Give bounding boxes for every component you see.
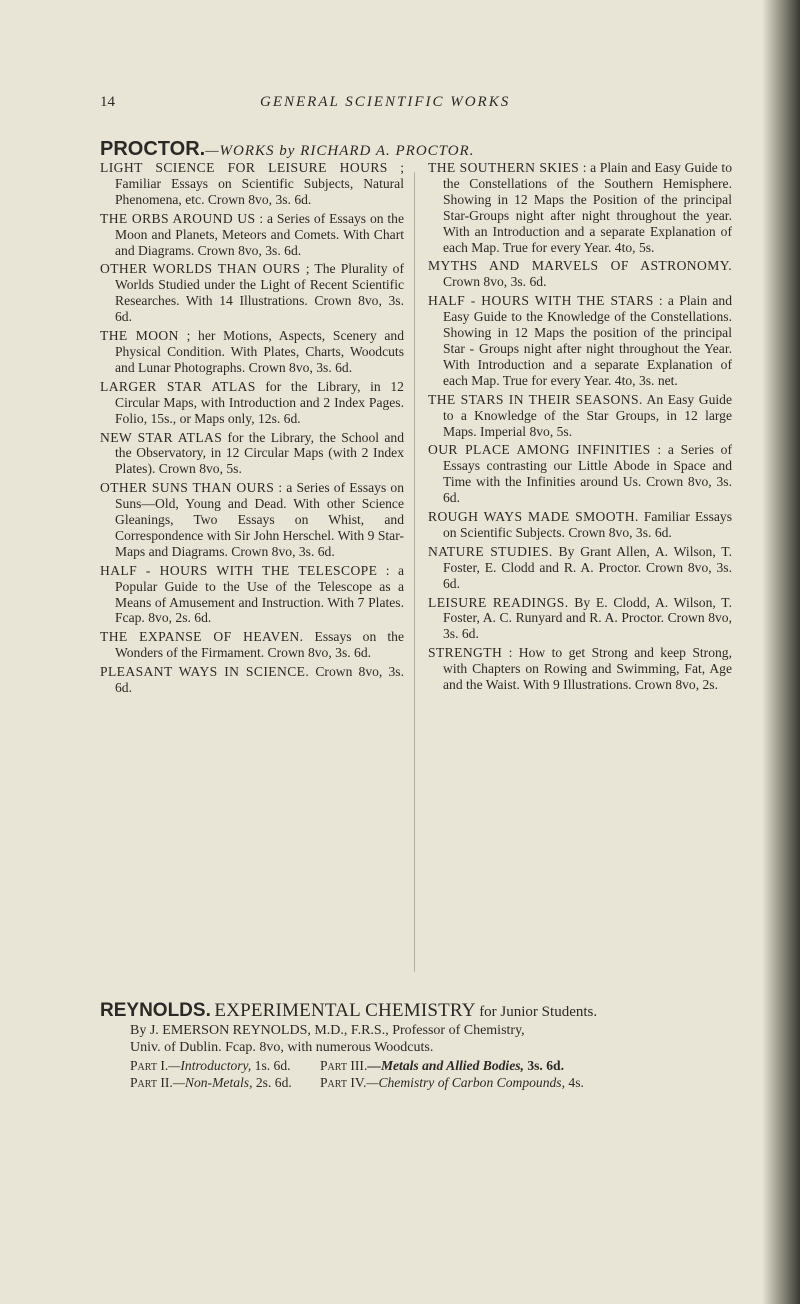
book-description: Crown 8vo, 3s. 6d. <box>443 274 547 290</box>
book-entry <box>100 430 404 478</box>
running-title: GENERAL SCIENTIFIC WORKS <box>260 94 511 110</box>
part-label: Part IV. <box>320 1075 367 1090</box>
part-price: 4s. <box>565 1075 584 1090</box>
part-item <box>130 1074 320 1092</box>
book-title: OTHER SUNS THAN OURS <box>100 480 275 496</box>
proctor-author: PROCTOR. <box>100 138 206 160</box>
book-title: NATURE STUDIES. <box>428 543 553 559</box>
book-entry <box>100 328 404 376</box>
book-title: HALF - HOURS WITH THE STARS <box>428 293 654 309</box>
book-title: LIGHT SCIENCE FOR LEISURE HOURS <box>100 160 388 175</box>
book-entry <box>428 160 732 255</box>
part-title: —Metals and Allied Bodies, <box>367 1057 524 1073</box>
book-description: ; her Motions, Aspects, Scenery and Physical Condition. With Plates, Charts, Woodcuts and Lunar Photographs. Crown 8vo, 3s. 6d. <box>115 328 405 375</box>
book-entry <box>428 544 732 592</box>
book-title: THE STARS IN THEIR SEASONS. <box>428 391 643 407</box>
book-entry <box>100 480 404 560</box>
book-title: OTHER WORLDS THAN OURS <box>100 261 301 277</box>
book-description: ; The Plurality of Worlds Studied under the Light of Recent Scientific Researches. With 14 Illustrations. Crown 8vo, 3s. 6d. <box>115 261 404 325</box>
part-price: 2s. 6d. <box>252 1075 292 1090</box>
book-entry <box>100 563 404 627</box>
proctor-byline: —WORKS by RICHARD A. PROCTOR. <box>205 143 475 159</box>
book-description: Familiar Essays on Scientific Subjects. Crown 8vo, 3s. 6d. <box>443 509 732 540</box>
book-title: MYTHS AND MARVELS OF ASTRONOMY. <box>428 258 732 274</box>
book-entry <box>100 160 404 208</box>
book-description: : a Plain and Easy Guide to the Constellations of the Southern Hemisphere. Showing in 12 Maps the Position of the principal Star-Groups night after night throughout the year. With an Introduction and a separate Explanation of each Map. True for every Year. 4to, 5s. <box>443 160 732 255</box>
part-item <box>320 1074 790 1092</box>
book-entry <box>428 258 732 290</box>
book-description: Essays on the Wonders of the Firmament. Crown 8vo, 3s. 6d. <box>115 629 404 661</box>
part-title: —Introductory, <box>168 1057 252 1073</box>
reynolds-author-line: By J. EMERSON REYNOLDS, M.D., F.R.S., Professor of Chemistry, <box>130 1022 525 1038</box>
reynolds-entry <box>100 1002 790 1092</box>
part-item <box>130 1057 320 1075</box>
book-title: OUR PLACE AMONG INFINITIES <box>428 442 651 458</box>
reynolds-subtitle: for Junior Students. <box>479 1004 598 1020</box>
book-entry <box>428 293 732 388</box>
part-price: 1s. 6d. <box>251 1057 291 1073</box>
part-label: Part I. <box>130 1057 169 1073</box>
proctor-heading <box>100 138 780 161</box>
book-title: HALF - HOURS WITH THE TELESCOPE <box>100 562 378 578</box>
book-title: THE EXPANSE OF HEAVEN. <box>100 629 304 645</box>
page-edge-shadow <box>762 0 800 1304</box>
reynolds-heading <box>100 1002 790 1022</box>
part-item <box>320 1057 790 1075</box>
book-entry <box>100 379 404 427</box>
book-title: NEW STAR ATLAS <box>100 429 223 445</box>
reynolds-publication-line: Univ. of Dublin. Fcap. 8vo, with numerous Woodcuts. <box>130 1040 434 1055</box>
book-description: : a Plain and Easy Guide to the Knowledge of the Constellations. Showing in 12 Maps the position of the principal Star - Groups night after night throughout the Year. With Introduction and a separate Explanation of each Map. True for every Year. 4to, 3s. net. <box>443 293 732 388</box>
book-entry <box>428 442 732 506</box>
book-description: : How to get Strong and keep Strong, with Chapters on Rowing and Swimming, Fat, Age and the Waist. With 9 Illustrations. Crown 8vo, 2s. <box>443 645 732 693</box>
book-title: THE MOON <box>100 328 179 344</box>
book-description: An Easy Guide to a Knowledge of the Star Groups, in 12 large Maps. Imperial 8vo, 5s. <box>443 391 732 439</box>
book-entry <box>428 645 732 693</box>
book-entry <box>428 595 732 643</box>
book-entry <box>100 664 404 696</box>
book-entry <box>428 392 732 440</box>
book-description: ; Familiar Essays on Scientific Subjects, Natural Phenomena, etc. Crown 8vo, 3s. 6d. <box>115 160 404 207</box>
book-description: Crown 8vo, 3s. 6d. <box>115 664 404 696</box>
book-description: : a Series of Essays contrasting our Little Abode in Space and Time with the Infinities around Us. Crown 8vo, 3s. 6d. <box>443 442 732 506</box>
part-price: 3s. 6d. <box>523 1057 564 1073</box>
part-label: Part III. <box>320 1057 368 1073</box>
book-description: for the Library, the School and the Observatory, in 12 Circular Maps (with 2 Index Plates). Crown 8vo, 5s. <box>115 429 404 477</box>
book-title: ROUGH WAYS MADE SMOOTH. <box>428 509 639 525</box>
book-entry <box>100 629 404 661</box>
part-title: —Chemistry of Carbon Compounds, <box>366 1075 565 1090</box>
book-title: THE ORBS AROUND US <box>100 210 256 226</box>
book-description: : a Series of Essays on Suns—Old, Young and Dead. With other Science Gleanings, Two Essays on Whist, and Correspondence with Sir John Herschel. With 9 Star-Maps and Diagrams. Crown 8vo, 3s. 6d. <box>115 480 404 559</box>
part-title: —Non-Metals, <box>172 1075 253 1090</box>
book-title: STRENGTH <box>428 645 503 661</box>
part-label: Part II. <box>130 1075 173 1090</box>
book-entry <box>100 211 404 259</box>
book-title: LARGER STAR ATLAS <box>100 378 256 394</box>
reynolds-parts <box>100 1057 790 1092</box>
book-entry <box>428 509 732 541</box>
right-column <box>428 160 732 696</box>
book-title: THE SOUTHERN SKIES <box>428 160 580 175</box>
column-divider <box>414 172 415 972</box>
book-description: : a Popular Guide to the Use of the Telescope as a Means of Amusement and Instruction. With 7 Plates. Fcap. 8vo, 2s. 6d. <box>115 562 404 626</box>
running-head <box>100 94 760 120</box>
book-title: PLEASANT WAYS IN SCIENCE. <box>100 664 310 680</box>
book-description: By E. Clodd, A. Wilson, T. Foster, A. C. Runyard and R. A. Proctor. Crown 8vo, 3s. 6d. <box>443 594 732 642</box>
page-number: 14 <box>100 94 115 110</box>
left-column <box>100 160 404 699</box>
reynolds-title: EXPERIMENTAL CHEMISTRY <box>214 1000 476 1021</box>
book-description: for the Library, in 12 Circular Maps, with Introduction and 2 Index Pages. Folio, 15s., or Maps only, 12s. 6d. <box>115 378 404 426</box>
book-title: LEISURE READINGS. <box>428 594 569 610</box>
book-description: By Grant Allen, A. Wilson, T. Foster, E. Clodd and R. A. Proctor. Crown 8vo, 3s. 6d. <box>443 543 732 591</box>
book-description: : a Series of Essays on the Moon and Planets, Meteors and Comets. With Chart and Diagrams. Crown 8vo, 3s. 6d. <box>115 210 404 258</box>
reynolds-author: REYNOLDS. <box>100 1000 211 1021</box>
book-entry <box>100 261 404 325</box>
